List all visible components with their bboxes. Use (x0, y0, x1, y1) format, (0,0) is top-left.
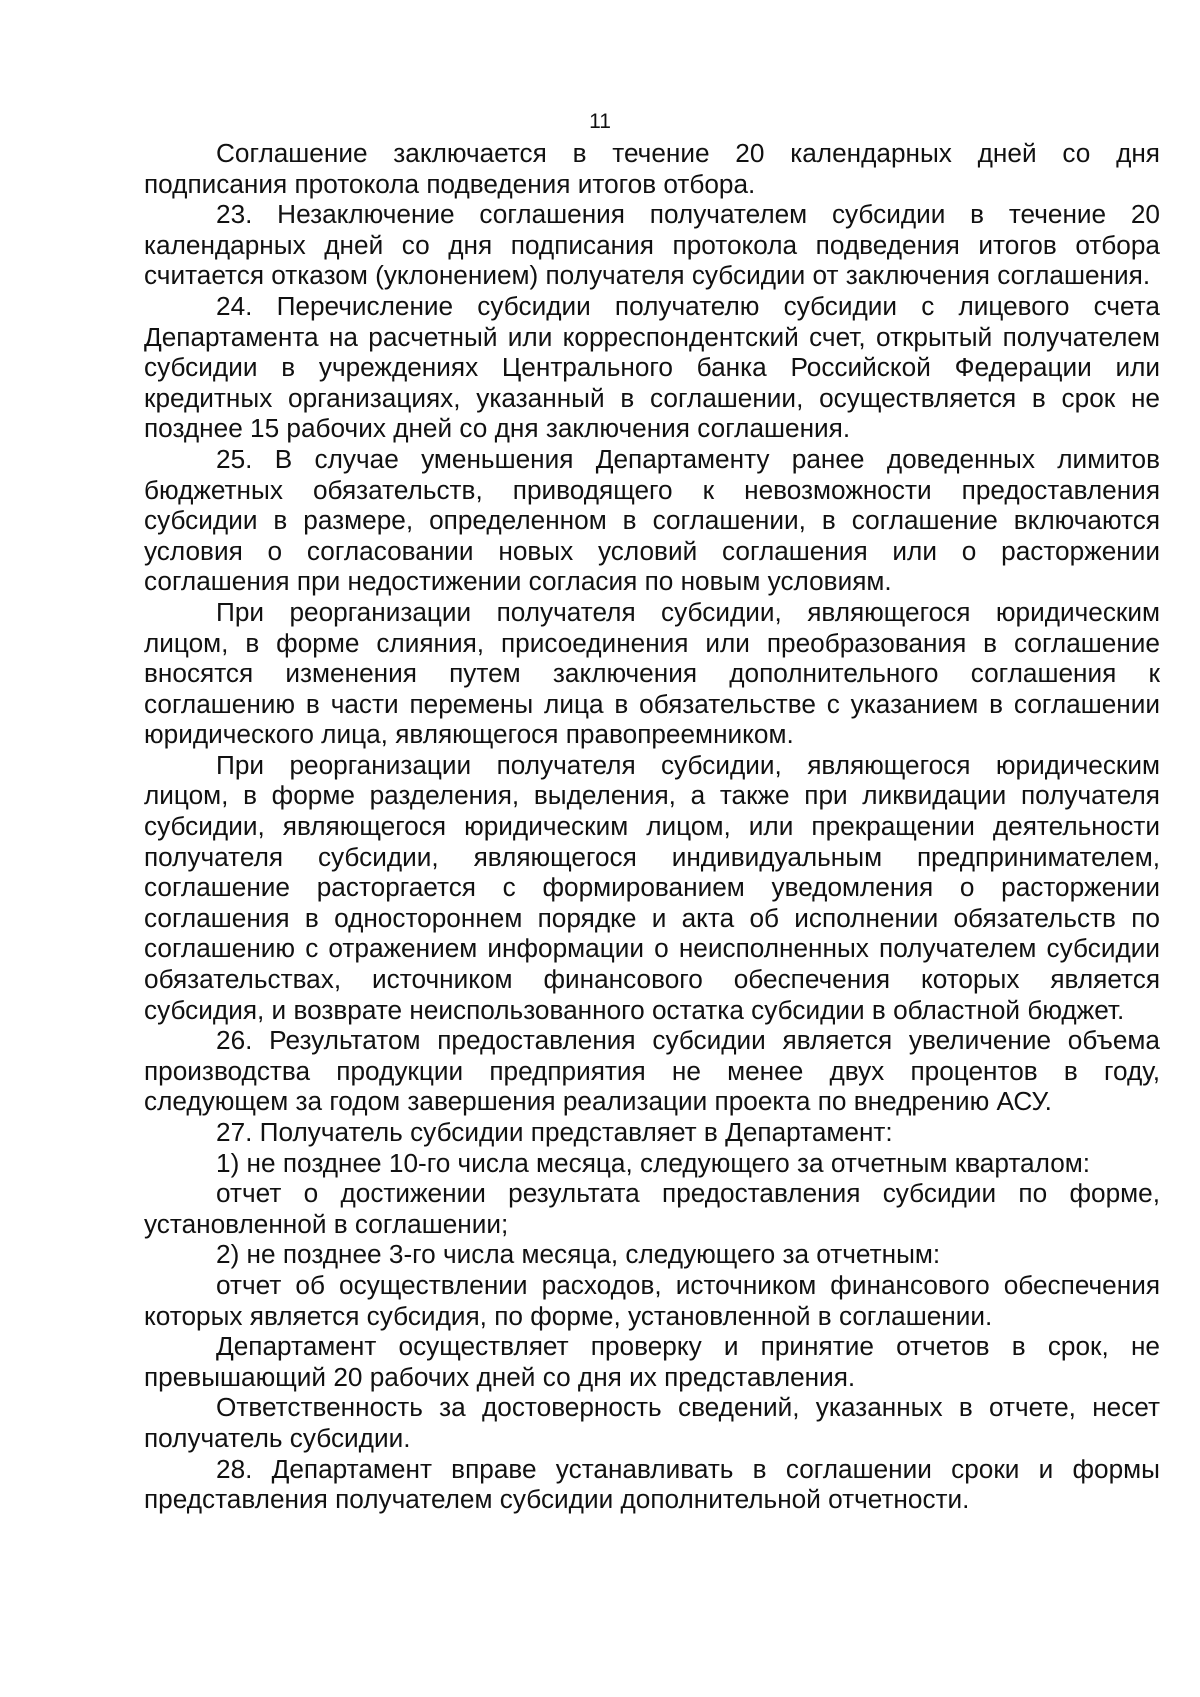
paragraph-27: 27. Получатель субсидии представляет в Департамент: (216, 1117, 893, 1147)
paragraph-28: 28. Департамент вправе устанавливать в соглашении сроки и формы представления получателем субсидии дополнительной отчетности. (144, 1453, 1160, 1515)
paragraph-agreement-term: Соглашение заключается в течение 20 календарных дней со дня подписания протокола подведения итогов отбора. (144, 138, 1160, 199)
paragraph-reorganization-division: При реорганизации получателя субсидии, являющегося юридическим лицом, в форме разделения, выделения, а также при ликвидации получателя субсидии, являющегося юридическим лицом, или прекращении деятельности получателя субсидии, являющегося индивидуальным предпринимателем, соглашение расторгается с формированием уведомления о расторжении соглашения в одностороннем порядке и акта об исполнении обязательств по соглашению с отражением информации о неисполненных получателем субсидии обязательствах, источником финансового обеспечения которых является субсидия, и возврате неиспользованного остатка субсидии в областной бюджет. (144, 749, 1160, 1025)
paragraph-27-item-1-report: отчет о достижении результата предоставления субсидии по форме, установленной в соглашении; (144, 1178, 1160, 1239)
paragraph-reorganization-merger: При реорганизации получателя субсидии, являющегося юридическим лицом, в форме слияния, присоединения или преобразования в соглашение вносятся изменения путем заключения дополнительного соглашения к соглашению в части перемены лица в обязательстве с указанием в соглашении юридического лица, являющегося правопреемником. (144, 596, 1160, 750)
paragraph-23: 23. Незаключение соглашения получателем субсидии в течение 20 календарных дней со дня подписания протокола подведения итогов отбора считается отказом (уклонением) получателя субсидии от заключения соглашения. (144, 199, 1160, 291)
paragraph-27-item-1: 1) не позднее 10-го числа месяца, следующего за отчетным кварталом: (216, 1147, 1091, 1178)
page-number: 11 (589, 110, 611, 133)
paragraph-25: 25. В случае уменьшения Департаменту ранее доведенных лимитов бюджетных обязательств, приводящего к невозможности предоставления субсидии в размере, определенном в соглашении, в соглашение включаются условия о согласовании новых условий соглашения или о расторжении соглашения при недостижении согласия по новым условиям. (144, 443, 1160, 597)
paragraph-27-item-2: 2) не позднее 3-го числа месяца, следующего за отчетным: (216, 1239, 941, 1270)
paragraph-24: 24. Перечисление субсидии получателю субсидии с лицевого счета Департамента на расчетный или корреспондентский счет, открытый получателем субсидии в учреждениях Центрального банка Российской Федерации или кредитных организациях, указанный в соглашении, осуществляется в срок не позднее 15 рабочих дней со дня заключения соглашения. (144, 290, 1160, 444)
document-body (144, 138, 1160, 1515)
paragraph-responsibility: Ответственность за достоверность сведений, указанных в отчете, несет получатель субсидии. (144, 1392, 1160, 1453)
paragraph-26: 26. Результатом предоставления субсидии является увеличение объема производства продукции предприятия не менее двух процентов в году, следующем за годом завершения реализации проекта по внедрению АСУ. (144, 1025, 1160, 1117)
paragraph-report-review: Департамент осуществляет проверку и принятие отчетов в срок, не превышающий 20 рабочих дней со дня их представления. (144, 1331, 1160, 1392)
paragraph-27-item-2-report: отчет об осуществлении расходов, источником финансового обеспечения которых является субсидия, по форме, установленной в соглашении. (144, 1269, 1160, 1331)
